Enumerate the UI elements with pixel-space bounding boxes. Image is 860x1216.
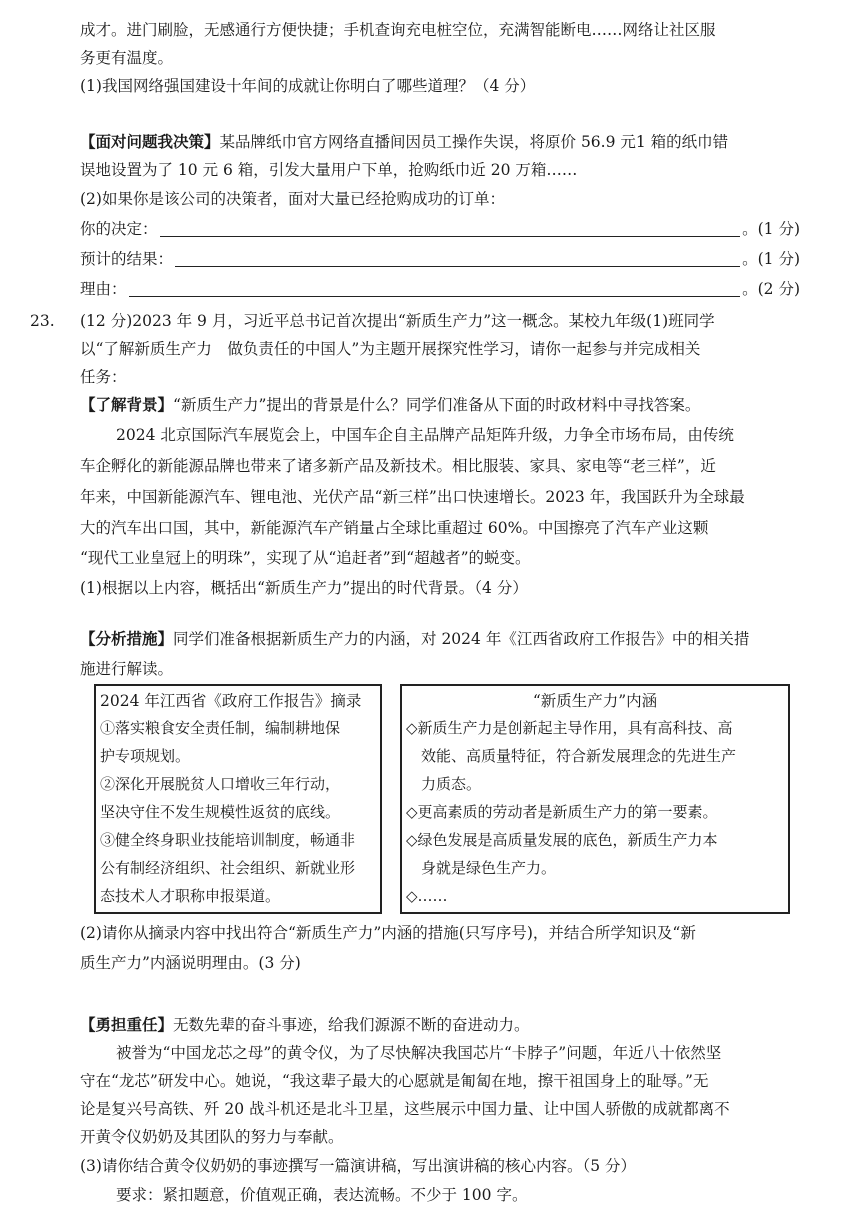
question-number-23: 23. [30,312,55,330]
blank-line-decision[interactable] [160,218,741,237]
duty-heading [80,1012,816,1038]
question-1: (1)我国网络强国建设十年间的成就让你明白了哪些道理？（4 分） [80,77,536,95]
material-line-1: 2024 北京国际汽车展览会上，中国车企自主品牌产品矩阵升级，力争全市场布局，由传统 [116,426,734,444]
connotation-title: “新质生产力”内涵 [532,692,658,710]
answer-field-result[interactable] [80,246,800,272]
connotation-line: ◇更高素质的劳动者是新质生产力的第一要素。 [406,803,718,821]
q23-line-1: (12 分)2023 年 9 月，习近平总书记首次提出“新质生产力”这一概念。某校九年级(1)班同学 [80,312,715,330]
duty-tag: 【勇担重任】 [80,1015,174,1034]
field-points-reason: 。(2 分) [742,280,800,298]
q23-question-2-line-2: 质生产力”内涵说明理由。(3 分) [80,954,301,972]
connotation-line: 效能、高质量特征，符合新发展理念的先进生产 [406,747,737,765]
background-text: “新质生产力”提出的背景是什么？同学们准备从下面的时政材料中寻找答案。 [173,396,701,414]
connotation-line: ◇绿色发展是高质量发展的底色，新质生产力本 [406,831,718,849]
decision-tag: 【面对问题我决策】 [80,132,220,151]
material-line-2: 车企孵化的新能源品牌也带来了诸多新产品及新技术。相比服装、家具、家电等“老三样”，近 [80,457,716,475]
duty-material-line-3: 论是复兴号高铁、歼 20 战斗机还是北斗卫星，这些展示中国力量、让中国人骄傲的成就都离不 [80,1100,730,1118]
blank-line-result[interactable] [175,248,740,267]
decision-text: 某品牌纸巾官方网络直播间因员工操作失误，将原价 56.9 元1 箱的纸巾错 [219,133,729,151]
field-label-reason: 理由： [80,280,127,298]
duty-material-line-1: 被誉为“中国龙芯之母”的黄令仪，为了尽快解决我国芯片“卡脖子”问题，年近八十依然坚 [116,1044,722,1062]
material-line-3: 年来，中国新能源汽车、锂电池、光伏产品“新三样”出口快速增长。2023 年，我国跃升为全球最 [80,488,745,506]
excerpt-line: ③健全终身职业技能培训制度，畅通非 [100,831,356,849]
report-excerpt-box [94,684,382,914]
q23-question-2-line-1: (2)请你从摘录内容中找出符合“新质生产力”内涵的措施(只写序号)，并结合所学知识及“新 [80,924,696,942]
answer-field-reason[interactable] [80,276,800,302]
connotation-line: 身就是绿色生产力。 [406,859,557,877]
field-points-result: 。(1 分) [742,250,800,268]
duty-material-line-2: 守在“龙芯”研发中心。她说，“我这辈子最大的心愿就是匍匐在地，擦干祖国身上的耻辱。”无 [80,1072,709,1090]
q23-line-2: 以“了解新质生产力 做负责任的中国人”为主题开展探究性学习，请你一起参与并完成相关 [80,340,701,358]
background-tag: 【了解背景】 [80,395,174,414]
material-line-5: “现代工业皇冠上的明珠”，实现了从“追赶者”到“超越者”的蜕变。 [80,549,531,567]
q23-question-3: (3)请你结合黄令仪奶奶的事迹撰写一篇演讲稿，写出演讲稿的核心内容。（5 分） [80,1157,636,1175]
analysis-tag: 【分析措施】 [80,629,174,648]
decision-line-2: 误地设置为了 10 元 6 箱，引发大量用户下单，抢购纸巾近 20 万箱…… [80,161,578,179]
analysis-text: 同学们准备根据新质生产力的内涵，对 2024 年《江西省政府工作报告》中的相关措 [173,630,750,648]
productivity-connotation-box [400,684,790,914]
q23-question-1: (1)根据以上内容，概括出“新质生产力”提出的时代背景。（4 分） [80,579,528,597]
connotation-line: ◇…… [406,887,448,905]
excerpt-line: ①落实粮食安全责任制，编制耕地保 [100,719,341,737]
connotation-line: ◇新质生产力是创新起主导作用，具有高科技、高 [406,719,733,737]
duty-text: 无数先辈的奋斗事迹，给我们源源不断的奋进动力。 [173,1016,530,1034]
background-heading [80,392,816,418]
excerpt-line: 坚决守住不发生规模性返贫的底线。 [100,803,341,821]
connotation-line: 力质态。 [406,775,482,793]
requirement-text: 要求：紧扣题意，价值观正确，表达流畅。不少于 100 字。 [116,1186,528,1204]
decision-question: (2)如果你是该公司的决策者，面对大量已经抢购成功的订单： [80,190,505,208]
excerpt-line: 护专项规划。 [100,747,191,765]
q23-line-3: 任务： [80,368,127,386]
analysis-line-1 [80,626,816,652]
material-line-4: 大的汽车出口国，其中，新能源汽车产销量占全球比重超过 60%。中国擦亮了汽车产业这颗 [80,519,709,537]
intro-line-2: 务更有温度。 [80,49,174,67]
field-label-result: 预计的结果： [80,250,174,268]
excerpt-line: 态技术人才职称申报渠道。 [100,887,281,905]
analysis-line-2: 施进行解读。 [80,660,174,678]
field-label-decision: 你的决定： [80,220,158,238]
excerpt-line: ②深化开展脱贫人口增收三年行动， [100,775,341,793]
answer-field-decision[interactable] [80,216,800,242]
report-excerpt-title: 2024 年江西省《政府工作报告》摘录 [100,692,362,710]
duty-material-line-4: 开黄令仪奶奶及其团队的努力与奉献。 [80,1128,344,1146]
decision-line-1 [80,129,816,155]
blank-line-reason[interactable] [129,278,741,297]
excerpt-line: 公有制经济组织、社会组织、新就业形 [100,859,356,877]
intro-line-1: 成才。进门刷脸，无感通行方便快捷；手机查询充电桩空位，充满智能断电……网络让社区服 [80,21,716,39]
field-points-decision: 。(1 分) [742,220,800,238]
